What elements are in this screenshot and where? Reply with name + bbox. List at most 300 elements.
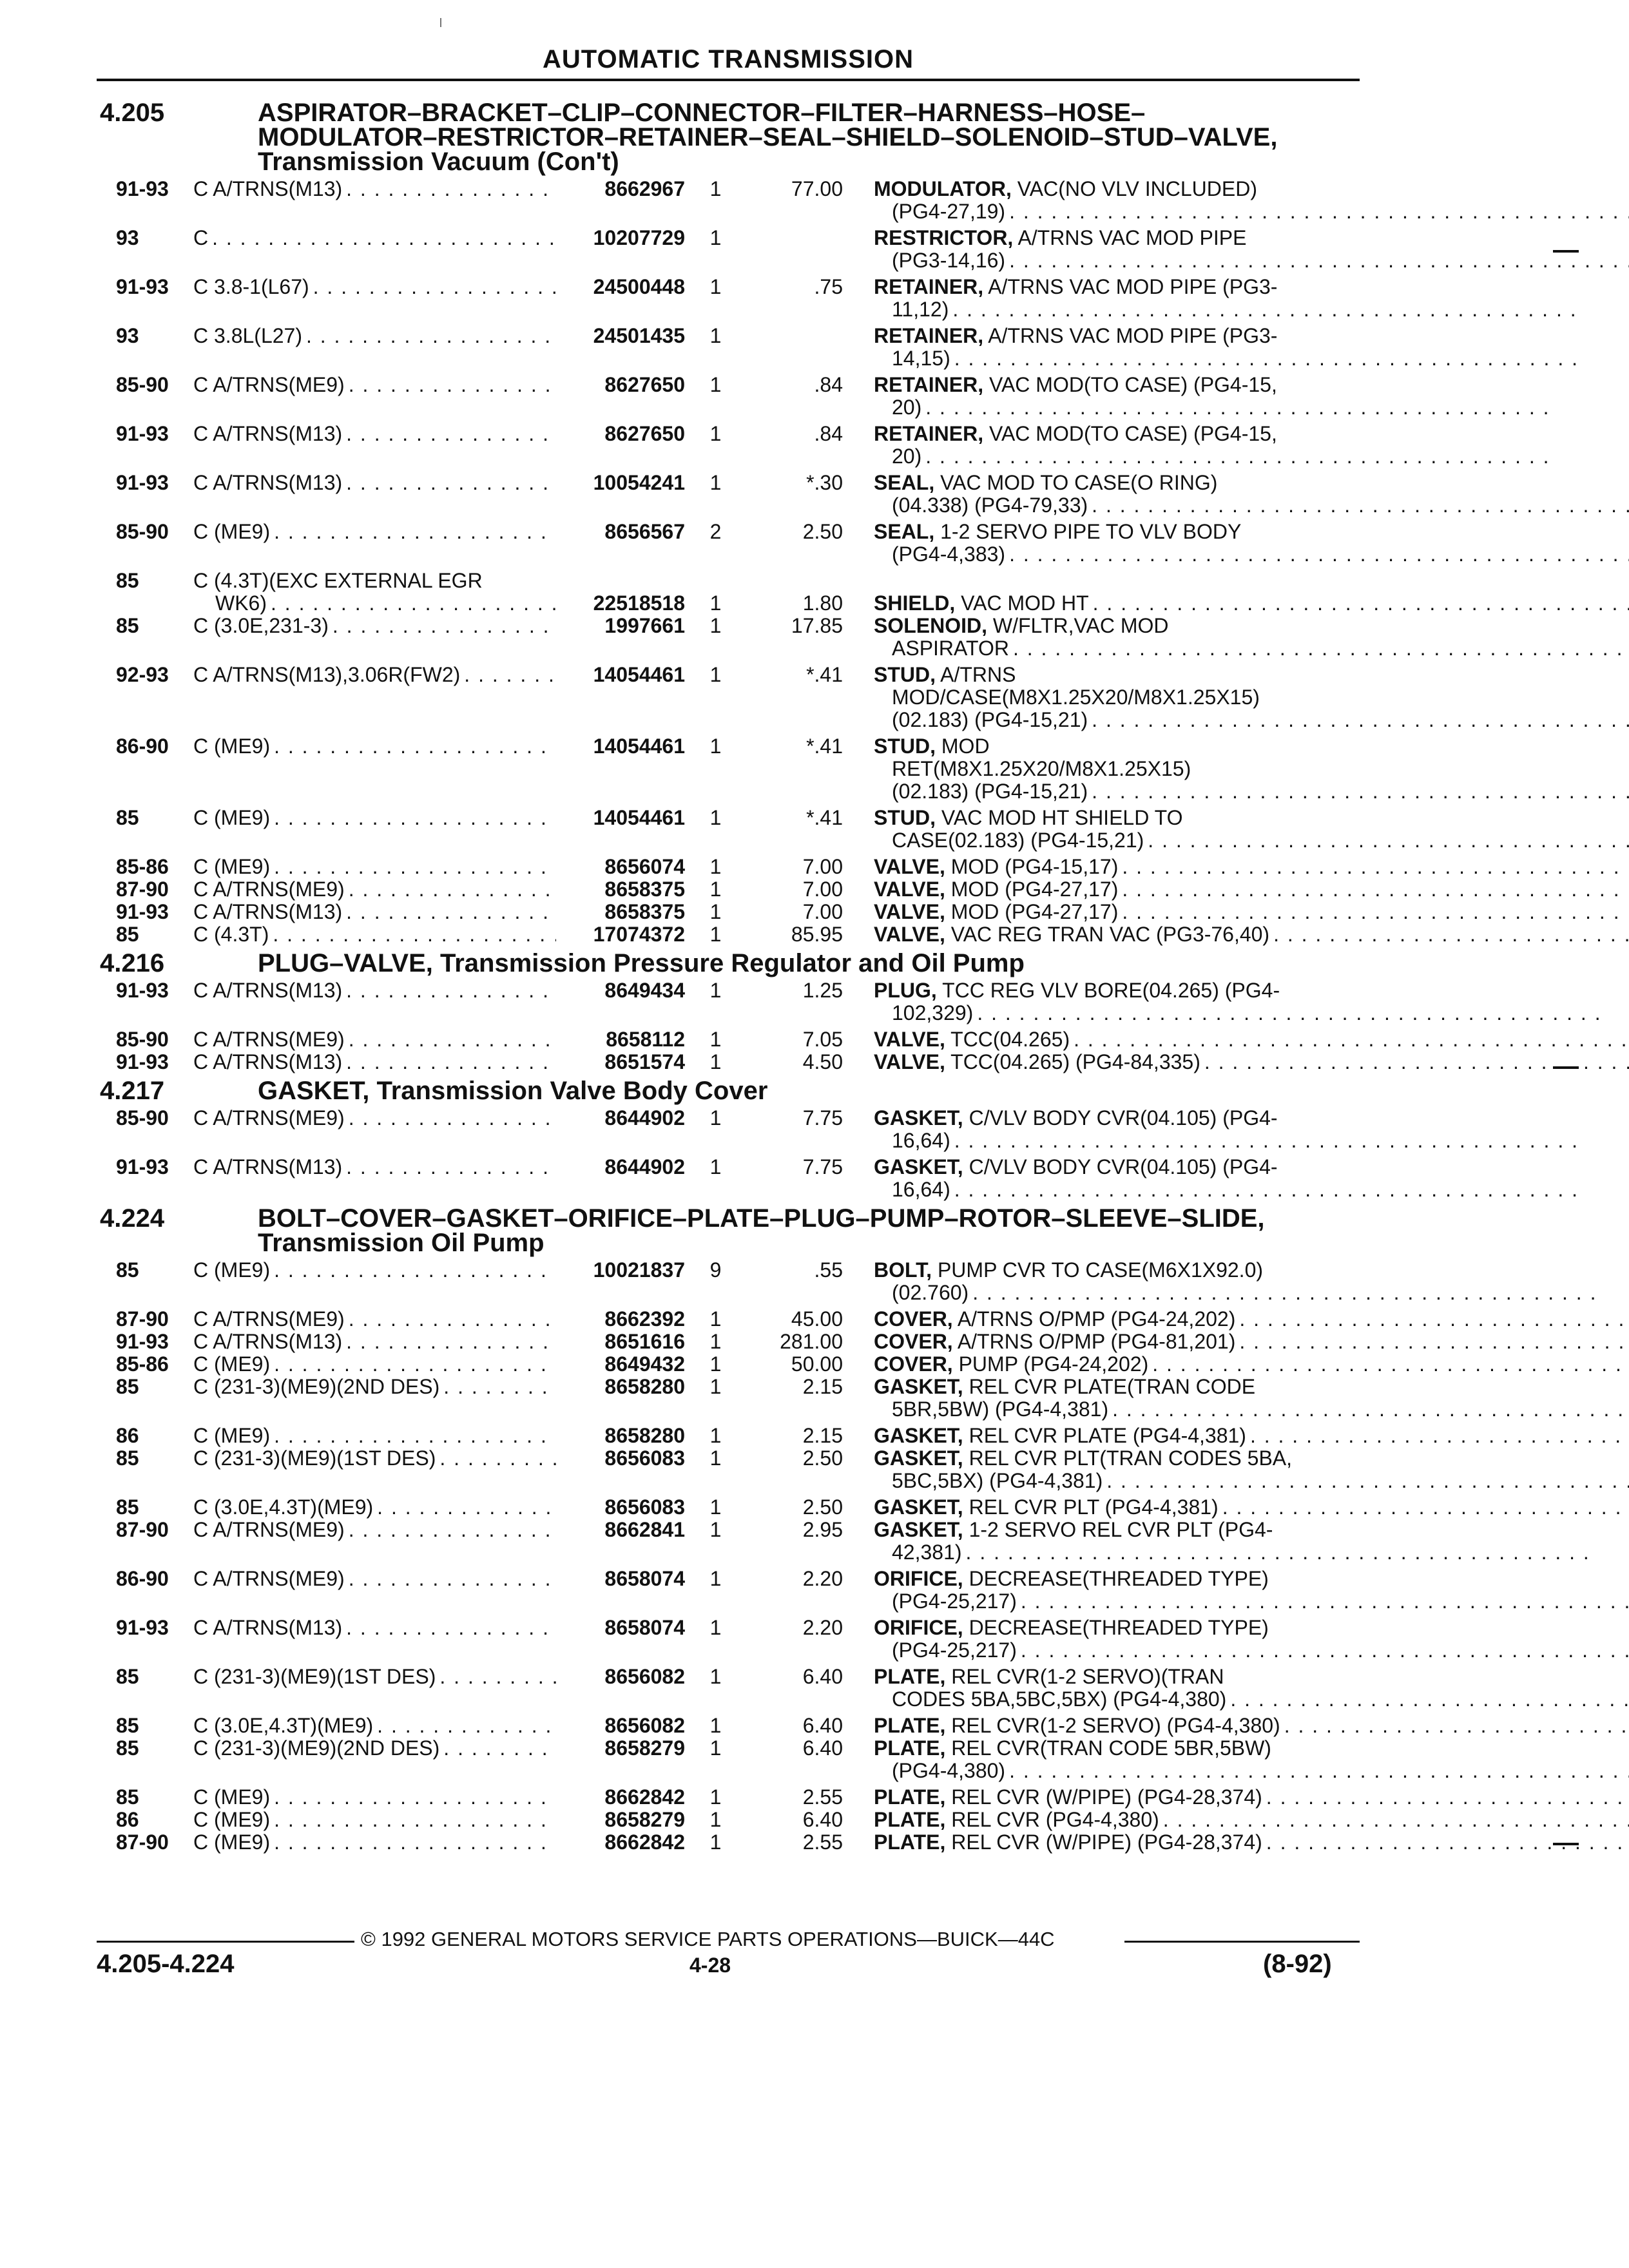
- description-line: [874, 1107, 1579, 1129]
- application-text: C (4.3T)(EXC EXTERNAL EGR: [193, 570, 483, 592]
- part-name: GASKET,: [874, 1447, 963, 1470]
- application-text: C A/TRNS(ME9): [193, 1568, 345, 1590]
- part-number: 8658279: [604, 1736, 685, 1760]
- part-number: 8656083: [604, 1495, 685, 1519]
- application-text: C (ME9): [193, 1809, 271, 1831]
- description-line: [874, 780, 1629, 803]
- description-text: [874, 1831, 1262, 1854]
- leader-dots: [342, 901, 556, 923]
- model-years: 85-86: [116, 855, 169, 878]
- description-line: [874, 1568, 1629, 1590]
- section-heading: [0, 101, 1360, 174]
- description-text: [874, 1425, 1246, 1447]
- part-detail: MOD (PG4-27,17): [945, 878, 1119, 901]
- model-years: 91-93: [116, 1330, 169, 1353]
- model-years: 93: [116, 226, 139, 249]
- description-line: [874, 637, 1629, 660]
- section-heading: [0, 1079, 1360, 1103]
- description-text: (02.760): [892, 1282, 969, 1304]
- part-number: 14054461: [593, 806, 685, 829]
- quantity: 1: [709, 1785, 722, 1809]
- application-text: C A/TRNS(M13): [193, 1051, 343, 1073]
- price: *.30: [806, 471, 843, 494]
- application-text: C 3.8L(L27): [193, 325, 302, 347]
- description-text: [874, 615, 1168, 637]
- leader-dots: [373, 1496, 556, 1519]
- description-text: CODES 5BA,5BC,5BX) (PG4-4,380): [892, 1688, 1227, 1711]
- part-detail: REL CVR (W/PIPE) (PG4-28,374): [945, 1831, 1262, 1854]
- description-line: [874, 1541, 1590, 1564]
- leader-dots: [1108, 1398, 1629, 1421]
- leader-dots: [1017, 1639, 1629, 1662]
- description-text: [874, 1259, 1263, 1282]
- price: 2.20: [802, 1616, 843, 1639]
- model-years: 86-90: [116, 735, 169, 758]
- application-model: [193, 1376, 556, 1398]
- leader-dots: [373, 1715, 556, 1737]
- part-number: 8651574: [604, 1050, 685, 1073]
- application-text: WK6): [215, 591, 267, 615]
- table-row: [116, 1308, 1360, 1331]
- description-line: [874, 709, 1629, 731]
- description-text: [874, 1447, 1292, 1470]
- application-text: C (231-3)(ME9)(1ST DES): [193, 1666, 436, 1688]
- leader-dots: [270, 1809, 556, 1831]
- application-model: [193, 1353, 556, 1376]
- description-text: [874, 1666, 1224, 1688]
- application-text: C A/TRNS(M13): [193, 178, 343, 200]
- model-years: 87-90: [116, 1831, 169, 1854]
- part-name: RETAINER,: [874, 276, 984, 298]
- price: 7.05: [802, 1028, 843, 1051]
- part-description: [843, 1737, 1629, 1782]
- description-line: [874, 1590, 1629, 1613]
- leader-dots: [345, 374, 556, 396]
- table-row: [116, 374, 1360, 419]
- part-description: [843, 521, 1629, 566]
- leader-dots: [950, 1178, 1579, 1201]
- part-detail: VAC MOD TO CASE(O RING): [934, 472, 1218, 494]
- table-row: [116, 664, 1360, 731]
- price: 2.55: [802, 1831, 843, 1854]
- part-detail: REL CVR PLT(TRAN CODES 5BA,: [963, 1447, 1293, 1470]
- part-description: [843, 1496, 1629, 1519]
- model-years: 85: [116, 1665, 139, 1688]
- leader-dots: [1005, 543, 1629, 566]
- application-model: [193, 1028, 556, 1051]
- part-detail: DECREASE(THREADED TYPE): [963, 1568, 1269, 1590]
- table-row: [116, 1519, 1360, 1564]
- part-description: [843, 1331, 1629, 1353]
- quantity: 1: [709, 663, 722, 686]
- description-text: (04.338) (PG4-79,33): [892, 494, 1088, 517]
- part-detail: REL CVR(1-2 SERVO)(TRAN: [945, 1666, 1224, 1688]
- description-line: [874, 1129, 1579, 1152]
- part-description: [843, 1051, 1629, 1073]
- part-detail: MOD (PG4-15,17): [945, 856, 1119, 878]
- leader-dots: [460, 664, 556, 686]
- part-detail: REL CVR(1-2 SERVO) (PG4-4,380): [945, 1715, 1280, 1737]
- leader-dots: [342, 1331, 556, 1353]
- application-model: [193, 1568, 556, 1590]
- leader-dots: [345, 878, 556, 901]
- part-detail: VAC MOD(TO CASE) (PG4-15,: [983, 374, 1277, 396]
- description-line: [874, 494, 1629, 517]
- section-number: 4.217: [100, 1077, 165, 1105]
- part-number: 8649432: [604, 1352, 685, 1376]
- description-line: [874, 901, 1629, 923]
- price: .84: [814, 422, 843, 445]
- part-detail: A/TRNS VAC MOD PIPE (PG3-: [983, 325, 1278, 347]
- section-title: ASPIRATOR–BRACKET–CLIP–CONNECTOR–FILTER–HARNESS–HOSE–MODULATOR–RESTRICTOR–RETAINER–SEAL–SHIELD–SOLENOID–STUD–VALVE, Transmission Vacuum (Con't): [258, 99, 1278, 176]
- description-text: [874, 1809, 1159, 1831]
- quantity: 1: [709, 1808, 722, 1831]
- description-line: [874, 178, 1629, 200]
- price: *.41: [806, 663, 843, 686]
- leader-dots: [1118, 878, 1629, 901]
- part-detail: W/FLTR,VAC MOD: [987, 615, 1169, 637]
- part-number: 8644902: [604, 1106, 685, 1129]
- part-description: [843, 1353, 1629, 1376]
- margin-mark: [1553, 1843, 1579, 1845]
- description-line: [874, 1617, 1629, 1639]
- price: 7.75: [802, 1106, 843, 1129]
- leader-dots: [1017, 1590, 1629, 1613]
- model-years: 85: [116, 1446, 139, 1470]
- page-title: AUTOMATIC TRANSMISSION: [542, 45, 914, 73]
- leader-dots: [1235, 1308, 1629, 1331]
- leader-dots: [1246, 1425, 1629, 1447]
- part-name: GASKET,: [874, 1107, 963, 1129]
- part-description: [843, 227, 1629, 272]
- leader-dots: [1088, 494, 1629, 517]
- leader-dots: [270, 521, 556, 543]
- quantity: 1: [709, 1616, 722, 1639]
- leader-dots: [270, 807, 556, 829]
- description-text: [874, 979, 1280, 1002]
- part-name: STUD,: [874, 807, 936, 829]
- application-model: [193, 901, 556, 923]
- part-description: [843, 1568, 1629, 1613]
- leader-dots: [973, 1002, 1601, 1024]
- leader-dots: [309, 276, 556, 298]
- application-text: C (3.0E,4.3T)(ME9): [193, 1496, 374, 1519]
- part-number: 8662392: [604, 1307, 685, 1331]
- application-model: [193, 1447, 556, 1470]
- part-number: 24500448: [593, 275, 685, 298]
- section-number: 4.216: [100, 949, 165, 977]
- leader-dots: [270, 1831, 556, 1854]
- price: 17.85: [791, 614, 843, 637]
- part-name: VALVE,: [874, 923, 945, 946]
- part-name: STUD,: [874, 735, 936, 758]
- part-name: PLATE,: [874, 1715, 946, 1737]
- model-years: 85: [116, 1714, 139, 1737]
- part-detail: A/TRNS VAC MOD PIPE: [1013, 227, 1247, 249]
- description-text: 14,15): [892, 347, 950, 370]
- quantity: 1: [709, 735, 722, 758]
- table-row: [116, 807, 1360, 852]
- footer-copyright: © 1992 GENERAL MOTORS SERVICE PARTS OPERATIONS—BUICK—44C: [361, 1928, 1055, 1950]
- part-detail: C/VLV BODY CVR(04.105) (PG4-: [963, 1107, 1278, 1129]
- leader-dots: [1280, 1715, 1629, 1737]
- description-line: [874, 856, 1629, 878]
- part-detail: VAC MOD HT: [955, 592, 1089, 615]
- quantity: 1: [709, 1307, 722, 1331]
- application-model: [193, 735, 556, 758]
- footer-section-range: 4.205-4.224: [97, 1950, 235, 1978]
- leader-dots: [1088, 709, 1629, 731]
- application-text: C A/TRNS(ME9): [193, 1107, 345, 1129]
- part-description: [843, 1666, 1629, 1711]
- part-name: GASKET,: [874, 1376, 963, 1398]
- part-detail: VAC REG TRAN VAC (PG3-76,40): [945, 923, 1270, 946]
- application-model: [193, 856, 556, 878]
- application-text: C (ME9): [193, 1353, 271, 1376]
- application-model: [193, 227, 556, 249]
- quantity: 1: [709, 1050, 722, 1073]
- description-line: [874, 543, 1629, 566]
- application-text: C 3.8-1(L67): [193, 276, 309, 298]
- application-model: [193, 1715, 556, 1737]
- model-years: 86-90: [116, 1567, 169, 1590]
- part-name: SEAL,: [874, 521, 935, 543]
- part-description: [843, 615, 1629, 660]
- description-line: [874, 735, 1629, 758]
- application-text: C (231-3)(ME9)(2ND DES): [193, 1737, 440, 1760]
- part-number: 8656082: [604, 1714, 685, 1737]
- part-name: COVER,: [874, 1353, 953, 1376]
- description-text: [874, 1519, 1273, 1541]
- quantity: 1: [709, 1155, 722, 1178]
- leader-dots: [342, 423, 556, 445]
- table-row: [116, 178, 1360, 223]
- quantity: 1: [709, 422, 722, 445]
- price: 1.25: [802, 979, 843, 1002]
- price: 50.00: [791, 1352, 843, 1376]
- application-text: C A/TRNS(ME9): [193, 1028, 345, 1051]
- part-name: RETAINER,: [874, 325, 984, 347]
- part-number: 8658074: [604, 1567, 685, 1590]
- footer-date: (8-92): [1263, 1950, 1332, 1978]
- description-text: [874, 1028, 1070, 1051]
- table-row: [116, 1259, 1360, 1304]
- quantity: 1: [709, 324, 722, 347]
- quantity: 9: [709, 1258, 722, 1282]
- leader-dots: [345, 1107, 556, 1129]
- footer-rule-right: [1124, 1941, 1360, 1943]
- description-line: [874, 1447, 1629, 1470]
- section-title: BOLT–COVER–GASKET–ORIFICE–PLATE–PLUG–PUMP–ROTOR–SLEEVE–SLIDE, Transmission Oil Pump: [258, 1204, 1265, 1257]
- description-line: [874, 396, 1550, 419]
- leader-dots: [267, 592, 556, 615]
- model-years: 87-90: [116, 1518, 169, 1541]
- description-text: [874, 1617, 1269, 1639]
- table-row: [116, 1107, 1360, 1152]
- application-text: C (3.0E,4.3T)(ME9): [193, 1715, 374, 1737]
- part-description: [843, 423, 1550, 468]
- table-row: [116, 1331, 1360, 1353]
- description-line: [874, 374, 1550, 396]
- table-row: [116, 856, 1360, 878]
- table-row: [116, 570, 1360, 615]
- leader-dots: [439, 1737, 556, 1760]
- application-model: [193, 1519, 556, 1541]
- quantity: 1: [709, 1028, 722, 1051]
- part-description: [843, 807, 1629, 852]
- quantity: 1: [709, 1106, 722, 1129]
- description-line: [874, 1425, 1629, 1447]
- price: *.41: [806, 806, 843, 829]
- description-line: [874, 1760, 1629, 1782]
- description-text: [874, 423, 1277, 445]
- application-text: C (231-3)(ME9)(2ND DES): [193, 1376, 440, 1398]
- quantity: 1: [709, 878, 722, 901]
- description-line: [874, 1809, 1629, 1831]
- quantity: 1: [709, 1375, 722, 1398]
- description-text: [874, 1331, 1235, 1353]
- leader-dots: [921, 396, 1550, 419]
- part-name: RETAINER,: [874, 374, 984, 396]
- application-text: C: [193, 227, 209, 249]
- price: 7.00: [802, 878, 843, 901]
- description-text: CASE(02.183) (PG4-15,21): [892, 829, 1144, 852]
- margin-mark: [1553, 1066, 1579, 1069]
- leader-dots: [270, 735, 556, 758]
- model-years: 93: [116, 324, 139, 347]
- description-line: [874, 521, 1629, 543]
- description-line: [874, 1737, 1629, 1760]
- quantity: 1: [709, 1352, 722, 1376]
- application-text: C (ME9): [193, 735, 271, 758]
- part-number: 14054461: [593, 735, 685, 758]
- part-description: [843, 1259, 1597, 1304]
- description-line: [874, 1786, 1629, 1809]
- description-line: [874, 829, 1629, 852]
- part-detail: TCC(04.265) (PG4-84,335): [945, 1051, 1200, 1073]
- leader-dots: [270, 1786, 556, 1809]
- price: 6.40: [802, 1808, 843, 1831]
- part-detail: A/TRNS VAC MOD PIPE (PG3-: [983, 276, 1278, 298]
- part-description: [843, 1715, 1629, 1737]
- application-model: [193, 1156, 556, 1178]
- section-heading: [0, 951, 1360, 975]
- price: .55: [814, 1258, 843, 1282]
- description-line: [874, 1028, 1629, 1051]
- part-number: 8651616: [604, 1330, 685, 1353]
- leader-dots: [439, 1376, 556, 1398]
- description-line: [874, 347, 1579, 370]
- application-text: C A/TRNS(M13): [193, 901, 343, 923]
- application-text: C (ME9): [193, 521, 271, 543]
- table-row: [116, 901, 1360, 923]
- part-number: 10021837: [593, 1258, 685, 1282]
- application-text: C A/TRNS(ME9): [193, 878, 345, 901]
- description-line: [874, 1282, 1597, 1304]
- description-line: [874, 1051, 1629, 1073]
- description-text: [874, 325, 1277, 347]
- leader-dots: [1159, 1809, 1629, 1831]
- description-line: [874, 878, 1629, 901]
- price: 1.80: [802, 591, 843, 615]
- description-text: 5BC,5BX) (PG4-4,381): [892, 1470, 1103, 1492]
- table-row: [116, 1447, 1360, 1492]
- part-detail: MOD: [936, 735, 990, 758]
- quantity: 1: [709, 373, 722, 396]
- description-text: 102,329): [892, 1002, 974, 1024]
- model-years: 87-90: [116, 878, 169, 901]
- part-name: VALVE,: [874, 878, 945, 901]
- description-text: 11,12): [892, 298, 949, 321]
- application-model: [193, 1831, 556, 1854]
- quantity: 1: [709, 1714, 722, 1737]
- quantity: 1: [709, 471, 722, 494]
- part-number: 8658112: [606, 1028, 685, 1051]
- application-model: [193, 878, 556, 901]
- table-row: [116, 979, 1360, 1024]
- price: 2.20: [802, 1567, 843, 1590]
- leader-dots: [342, 1051, 556, 1073]
- part-name: SEAL,: [874, 472, 935, 494]
- quantity: 1: [709, 1831, 722, 1854]
- quantity: 1: [709, 614, 722, 637]
- part-name: PLUG,: [874, 979, 937, 1002]
- price: 281.00: [780, 1330, 843, 1353]
- description-line: [874, 807, 1629, 829]
- application-model: [193, 1617, 556, 1639]
- table-row: [116, 423, 1360, 468]
- application-model: [193, 1809, 556, 1831]
- description-text: [874, 472, 1217, 494]
- table-row: [116, 472, 1360, 517]
- table-row: [116, 1376, 1360, 1421]
- part-name: GASKET,: [874, 1156, 963, 1178]
- application-text: C A/TRNS(ME9): [193, 1519, 345, 1541]
- price: 2.55: [802, 1785, 843, 1809]
- price: 2.95: [802, 1518, 843, 1541]
- description-text: [874, 1568, 1269, 1590]
- quantity: 1: [709, 1567, 722, 1590]
- leader-dots: [342, 178, 556, 200]
- leader-dots: [436, 1666, 556, 1688]
- model-years: 85-86: [116, 1352, 169, 1376]
- part-description: [843, 1617, 1629, 1662]
- quantity: 1: [709, 1446, 722, 1470]
- leader-dots: [270, 856, 556, 878]
- description-text: 5BR,5BW) (PG4-4,381): [892, 1398, 1109, 1421]
- title-rule: [97, 79, 1360, 81]
- part-detail: PUMP (PG4-24,202): [952, 1353, 1149, 1376]
- part-detail: PUMP CVR TO CASE(M6X1X92.0): [932, 1259, 1264, 1282]
- leader-dots: [345, 1308, 556, 1331]
- part-number: 22518518: [593, 591, 685, 615]
- leader-dots: [1226, 1688, 1629, 1711]
- quantity: 1: [709, 900, 722, 923]
- leader-dots: [208, 227, 556, 249]
- leader-dots: [1235, 1331, 1629, 1353]
- table-row: [116, 735, 1360, 803]
- model-years: 91-93: [116, 177, 169, 200]
- description-line: [874, 1376, 1629, 1398]
- part-name: VALVE,: [874, 856, 945, 878]
- model-years: 91-93: [116, 275, 169, 298]
- description-text: [874, 1786, 1262, 1809]
- part-detail: REL CVR (W/PIPE) (PG4-28,374): [945, 1786, 1262, 1809]
- description-line: [874, 1639, 1629, 1662]
- leader-dots: [1088, 780, 1629, 803]
- part-number: 8662967: [604, 177, 685, 200]
- quantity: 1: [709, 923, 722, 946]
